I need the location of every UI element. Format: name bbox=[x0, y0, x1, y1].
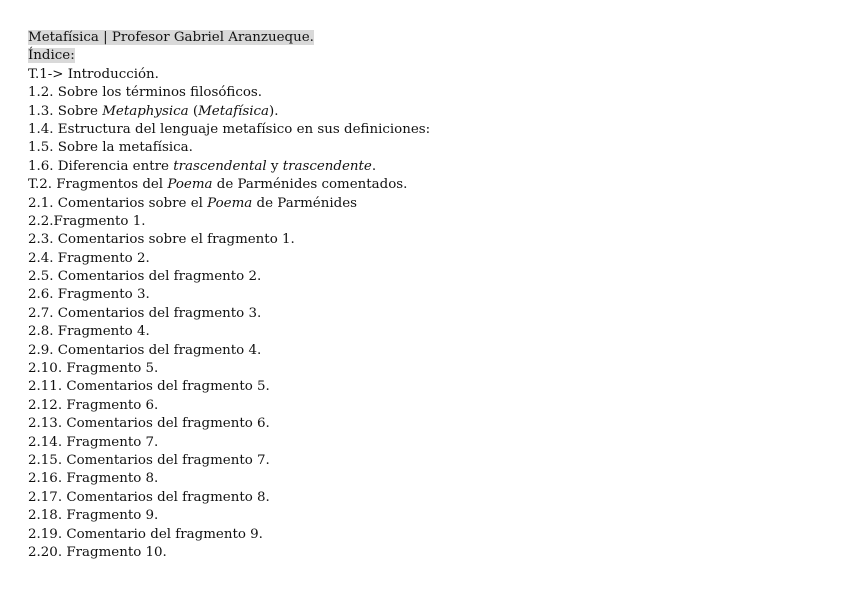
index-entry-text: 2.20. Fragmento 10. bbox=[28, 544, 167, 560]
index-entry-text: 1.5. Sobre la metafísica. bbox=[28, 140, 193, 156]
index-entry-text: 2.8. Fragmento 4. bbox=[28, 324, 150, 340]
index-entry-text: 2.4. Fragmento 2. bbox=[28, 250, 150, 266]
index-entry bbox=[28, 103, 828, 121]
index-list bbox=[28, 66, 828, 563]
index-entry-text: 1.4. Estructura del lenguaje metafísico en sus definiciones: bbox=[28, 121, 431, 137]
index-entry-italic-text: trascendente bbox=[282, 158, 372, 174]
index-entry bbox=[28, 176, 828, 194]
index-entry-text: 2.16. Fragmento 8. bbox=[28, 471, 159, 487]
index-entry-text: 2.5. Comentarios del fragmento 2. bbox=[28, 269, 262, 285]
index-entry bbox=[28, 231, 828, 249]
index-entry bbox=[28, 489, 828, 507]
index-entry bbox=[28, 526, 828, 544]
index-entry bbox=[28, 213, 828, 231]
index-entry-text: 2.17. Comentarios del fragmento 8. bbox=[28, 489, 270, 505]
index-entry bbox=[28, 121, 828, 139]
index-entry-text: T.1-> Introducción. bbox=[28, 66, 159, 82]
index-entry-text: de Parménides bbox=[252, 195, 357, 211]
index-entry-text: 2.19. Comentario del fragmento 9. bbox=[28, 526, 263, 542]
index-entry-text: 2.3. Comentarios sobre el fragmento 1. bbox=[28, 232, 295, 248]
document-body bbox=[28, 29, 828, 562]
index-entry-text: 2.7. Comentarios del fragmento 3. bbox=[28, 305, 262, 321]
index-entry bbox=[28, 250, 828, 268]
index-entry-text: ( bbox=[188, 103, 199, 119]
index-entry-text: 2.11. Comentarios del fragmento 5. bbox=[28, 379, 270, 395]
index-entry-italic-text: Metafísica bbox=[198, 103, 269, 119]
index-entry-text: de Parménides comentados. bbox=[212, 177, 408, 193]
index-entry bbox=[28, 286, 828, 304]
index-title: Índice: bbox=[28, 48, 75, 64]
index-entry-text: 2.10. Fragmento 5. bbox=[28, 361, 159, 377]
index-entry bbox=[28, 470, 828, 488]
index-entry bbox=[28, 452, 828, 470]
index-entry-text: . bbox=[371, 158, 377, 174]
index-entry-text: 2.1. Comentarios sobre el bbox=[28, 195, 208, 211]
index-entry-text: T.2. Fragmentos del bbox=[28, 177, 168, 193]
index-entry-text: 1.6. Diferencia entre bbox=[28, 158, 174, 174]
index-entry bbox=[28, 415, 828, 433]
index-entry bbox=[28, 139, 828, 157]
index-entry-text: 2.14. Fragmento 7. bbox=[28, 434, 159, 450]
index-entry-text: 2.15. Comentarios del fragmento 7. bbox=[28, 452, 270, 468]
index-entry-text: 2.18. Fragmento 9. bbox=[28, 508, 159, 524]
index-entry-italic-text: Poema bbox=[207, 195, 253, 211]
index-entry bbox=[28, 360, 828, 378]
index-entry bbox=[28, 66, 828, 84]
index-entry bbox=[28, 378, 828, 396]
index-entry bbox=[28, 84, 828, 102]
index-entry-text: 1.2. Sobre los términos filosóficos. bbox=[28, 85, 263, 101]
index-entry-italic-text: Metaphysica bbox=[102, 103, 189, 119]
index-entry-text: 2.6. Fragmento 3. bbox=[28, 287, 150, 303]
index-entry bbox=[28, 268, 828, 286]
index-entry bbox=[28, 305, 828, 323]
index-entry-text: 2.2.Fragmento 1. bbox=[28, 213, 146, 229]
index-entry-text: 2.13. Comentarios del fragmento 6. bbox=[28, 416, 270, 432]
index-entry-italic-text: Poema bbox=[167, 177, 213, 193]
document-header-line bbox=[28, 29, 828, 47]
index-entry bbox=[28, 434, 828, 452]
index-entry bbox=[28, 158, 828, 176]
index-entry bbox=[28, 507, 828, 525]
index-entry-italic-text: trascendental bbox=[173, 158, 267, 174]
index-entry bbox=[28, 544, 828, 562]
index-entry bbox=[28, 323, 828, 341]
index-entry bbox=[28, 397, 828, 415]
index-entry bbox=[28, 342, 828, 360]
document-header: Metafísica | Profesor Gabriel Aranzueque. bbox=[28, 30, 314, 45]
index-entry-text: 2.12. Fragmento 6. bbox=[28, 397, 159, 413]
index-title-line bbox=[28, 47, 828, 65]
index-entry-text: y bbox=[266, 158, 283, 174]
index-entry-text: 2.9. Comentarios del fragmento 4. bbox=[28, 342, 262, 358]
index-entry-text: 1.3. Sobre bbox=[28, 103, 103, 119]
index-entry bbox=[28, 195, 828, 213]
index-entry-text: ). bbox=[268, 103, 279, 119]
